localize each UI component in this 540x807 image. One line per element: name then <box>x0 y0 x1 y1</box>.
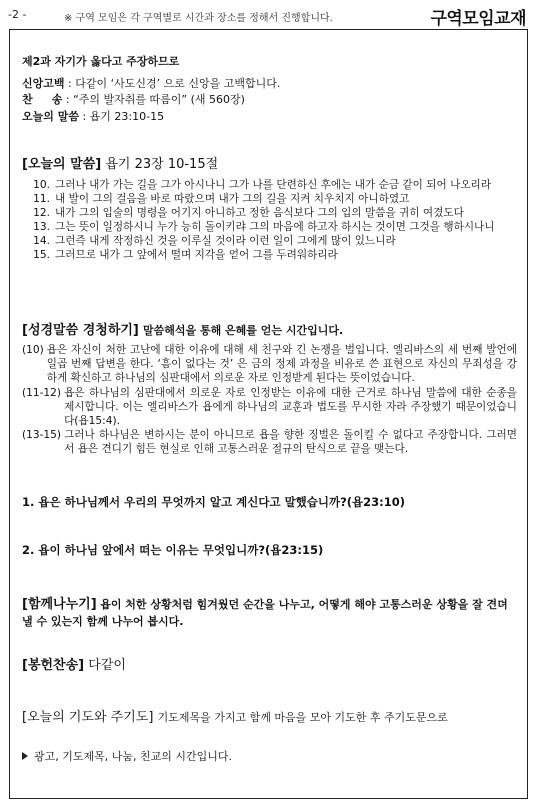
page-header <box>0 0 540 30</box>
study-paragraph <box>22 343 517 386</box>
study-paragraph <box>22 386 517 429</box>
paragraph-text: 욥은 자신이 처한 고난에 대한 이유에 대해 세 친구와 긴 논쟁을 벌입니다. 엘리바스의 세 번째 발언에 일곱 번째 답변을 한다. ‘흠이 없다는 것’ 은 금의 정제 과정을 비유로 쓴 표현으로 자신의 무죄성을 강하게 확신하고 하나님의 심판대에서 의로운 자로 인정받게 된다는 뜻이었습니다. <box>46 344 517 385</box>
lesson-title: 제2과 자기가 옳다고 주장하므로 <box>22 55 180 68</box>
verse-number: 14. <box>33 235 50 247</box>
creed-text: : 다같이 ‘사도신경’ 으로 신앙을 고백합니다. <box>68 76 281 90</box>
verse-item <box>22 192 517 206</box>
hymn-row <box>22 92 280 109</box>
verse-item <box>22 220 517 234</box>
offering-text: 다같이 <box>88 658 126 673</box>
page-number: -2 - <box>8 8 27 21</box>
prayer-text: 기도제목을 가지고 함께 마음을 모아 기도한 후 주기도문으로 <box>157 711 448 724</box>
lesson-info <box>22 54 280 125</box>
triangle-bullet-icon <box>22 752 28 760</box>
scripture-reference: 욥기 23장 10-15절 <box>105 157 219 172</box>
hymn-text: : “주의 발자취를 따름이” (새 560장) <box>65 93 245 106</box>
header-notice: ※ 구역 모임은 각 구역별로 시간과 장소를 정해서 진행합니다. <box>64 13 333 24</box>
paragraph-number: (11-12) <box>22 386 62 399</box>
question-1: 1. 욥은 하나님께서 우리의 무엇까지 알고 계신다고 말했습니까?(욥23:10) <box>22 495 406 509</box>
study-heading: [성경말씀 경청하기] <box>22 323 139 338</box>
verse-text: 그런즉 내게 작정하신 것을 이루실 것이라 이런 일이 그에게 많이 있느니라 <box>55 235 396 247</box>
word-label: 오늘의 말씀 <box>22 109 79 123</box>
closing-text: 광고, 기도제목, 나눔, 친교의 시간입니다. <box>34 750 232 763</box>
verse-number: 15. <box>33 249 50 261</box>
paragraph-number: (13-15) <box>22 429 62 442</box>
study-section <box>22 322 517 457</box>
share-section <box>22 596 517 630</box>
verse-text: 내가 그의 입술의 명령을 어기지 아니하고 정한 음식보다 그의 입의 말씀을 귀히 여겼도다 <box>55 207 464 219</box>
verse-number: 13. <box>33 221 50 233</box>
closing-note <box>22 748 232 764</box>
verse-list <box>22 178 517 262</box>
verse-text: 그는 뜻이 일정하시니 누가 능히 돌이키랴 그의 마음에 하고자 하시는 것이면 그것을 행하시나니 <box>55 221 495 233</box>
study-subtitle: 말씀해석을 통해 은혜를 얻는 시간입니다. <box>143 324 344 337</box>
scripture-heading-row <box>22 156 517 174</box>
paragraph-text: 욥은 하나님의 심판대에서 의로운 자로 인정받는 이유에 대한 근거로 하나님 말씀에 대한 순종을 제시합니다. 이는 엘리바스가 욥에게 하나님의 교훈과 법도를 무시한 자라 주장했기 때문이었습니다(욥15:4). <box>64 386 517 428</box>
verse-number: 12. <box>33 207 50 219</box>
prayer-section <box>22 706 448 725</box>
question-2: 2. 욥이 하나님 앞에서 떠는 이유는 무엇입니까?(욥23:15) <box>22 543 324 557</box>
share-heading: [함께나누기] <box>22 597 97 612</box>
study-paragraph <box>22 428 517 456</box>
paragraph-text: 그러나 하나님은 변하시는 분이 아니므로 욥을 향한 징벌은 돌이킬 수 없다고 주장합니다. 그러면서 욥은 견디기 힘든 현실로 인해 고통스러운 절규의 탄식으로 끝을 맺는다. <box>64 429 517 456</box>
verse-item <box>22 248 517 262</box>
hymn-label: 찬 송 <box>22 93 63 106</box>
offering-heading: [봉헌찬송] <box>22 658 85 673</box>
paragraph-number: (10) <box>22 344 44 356</box>
study-heading-row <box>22 322 517 340</box>
share-text: 욥이 처한 상황처럼 힘겨웠던 순간을 나누고, 어떻게 해야 고통스러운 상황을 잘 견뎌낼 수 있는지 함께 나누어 봅시다. <box>22 598 508 628</box>
word-row <box>22 109 280 126</box>
verse-text: 내 발이 그의 걸음을 바로 따랐으며 내가 그의 길을 지켜 치우치지 아니하였고 <box>55 193 410 205</box>
document-title: 구역모임교재 <box>430 9 526 29</box>
word-text: : 욥기 23:10-15 <box>82 109 165 123</box>
scripture-section <box>22 156 517 262</box>
scripture-heading: [오늘의 말씀] <box>22 157 102 172</box>
verse-number: 10. <box>33 179 50 191</box>
verse-item <box>22 206 517 220</box>
verse-item <box>22 234 517 248</box>
verse-item <box>22 178 517 192</box>
study-paragraphs <box>22 343 517 457</box>
offering-section <box>22 654 126 673</box>
prayer-heading: [오늘의 기도와 주기도] <box>22 710 154 725</box>
creed-label: 신앙고백 <box>22 76 65 90</box>
verse-number: 11. <box>33 193 50 205</box>
creed-row <box>22 76 280 93</box>
verse-text: 그러므로 내가 그 앞에서 떨며 지각을 얻어 그를 두려워하리라 <box>55 249 338 261</box>
verse-text: 그러나 내가 가는 길을 그가 아시나니 그가 나를 단련하신 후에는 내가 순금 같이 되어 나오리라 <box>55 179 492 191</box>
